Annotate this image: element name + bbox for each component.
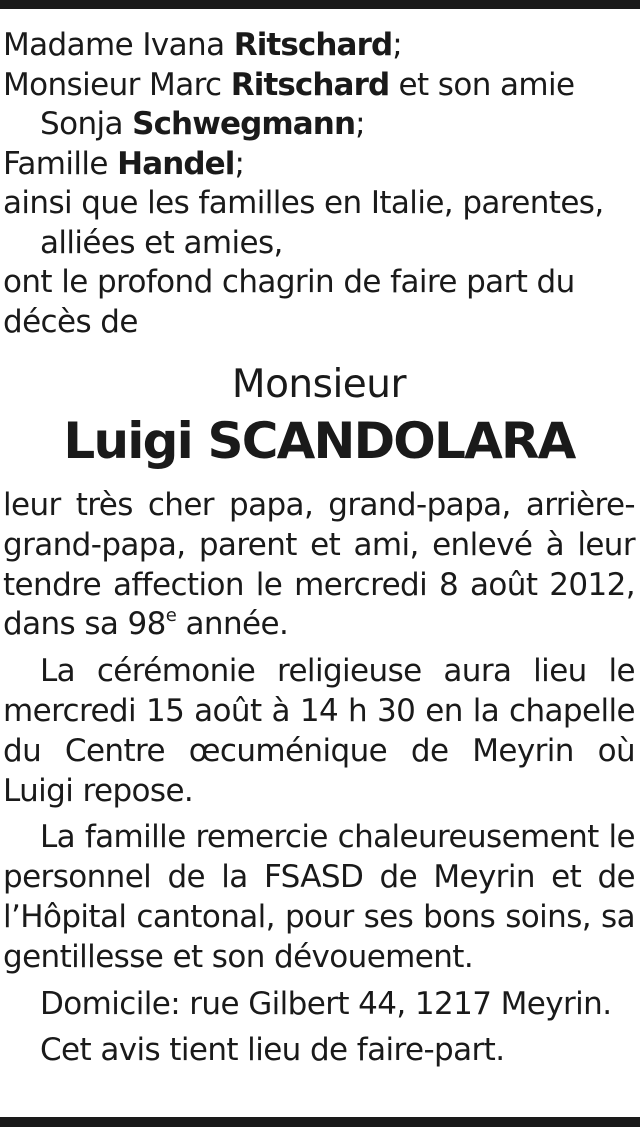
bottom-rule: [0, 1117, 640, 1127]
announcer-text: ;: [392, 27, 403, 63]
paragraph-thanks: [3, 818, 635, 977]
paragraph-relationship: [3, 486, 635, 645]
announcer-text: Famille: [3, 145, 118, 182]
announcer-line: décès de: [3, 303, 138, 340]
paragraph-text: année.: [176, 606, 289, 643]
announcer-text: Madame Ivana: [3, 27, 234, 63]
paragraph-ceremony: [3, 652, 635, 811]
announcer-text: et son amie: [389, 66, 575, 103]
announcer-surname: Ritschard: [230, 66, 390, 103]
announcer-line: ont le profond chagrin de faire part du: [3, 264, 575, 300]
announcer-text: ;: [234, 145, 245, 182]
paragraph-text: Cet avis tient lieu de faire-part.: [40, 1032, 505, 1069]
announcer-line: [3, 26, 635, 66]
paragraph-text: La cérémonie religieuse aura lieu le mercredi 15 août à 14 h 30 en la chapelle du Centre œcuménique de Meyrin où Luigi repose.: [3, 653, 635, 809]
announcer-text: Monsieur Marc: [3, 66, 231, 103]
paragraph-address: [3, 985, 635, 1025]
ordinal-suffix: e: [165, 605, 177, 627]
announcer-text: ;: [355, 106, 366, 142]
announcer-surname: Schwegmann: [132, 106, 356, 142]
announcer-line: ainsi que les familles en Italie, parentes,: [3, 185, 604, 221]
announcer-line: [3, 145, 635, 185]
announcer-text: Sonja: [40, 106, 133, 142]
obituary-notice: [3, 26, 635, 1078]
top-rule: [0, 0, 640, 9]
paragraph-notice: [3, 1031, 635, 1071]
announcer-line: alliées et amies,: [40, 224, 283, 261]
announcer-surname: Ritschard: [233, 27, 393, 63]
announcer-line: [3, 105, 635, 145]
paragraph-text: leur très cher papa, grand-papa, arrière-grand-papa, parent et ami, enlevé à leur tendre affection le mercredi 8 août 2012, dans sa 98: [3, 487, 635, 643]
deceased-honorific: Monsieur: [231, 362, 407, 407]
announcer-surname: Handel: [117, 145, 235, 182]
deceased-name: Luigi SCANDOLARA: [63, 412, 575, 470]
announcer-line: [3, 66, 635, 106]
paragraph-text: Domicile: rue Gilbert 44, 1217 Meyrin.: [40, 985, 612, 1022]
paragraph-text: La famille remercie chaleureusement le personnel de la FSASD de Meyrin et de l’Hôpital cantonal, pour ses bons soins, sa gentillesse et son dévouement.: [3, 819, 635, 975]
